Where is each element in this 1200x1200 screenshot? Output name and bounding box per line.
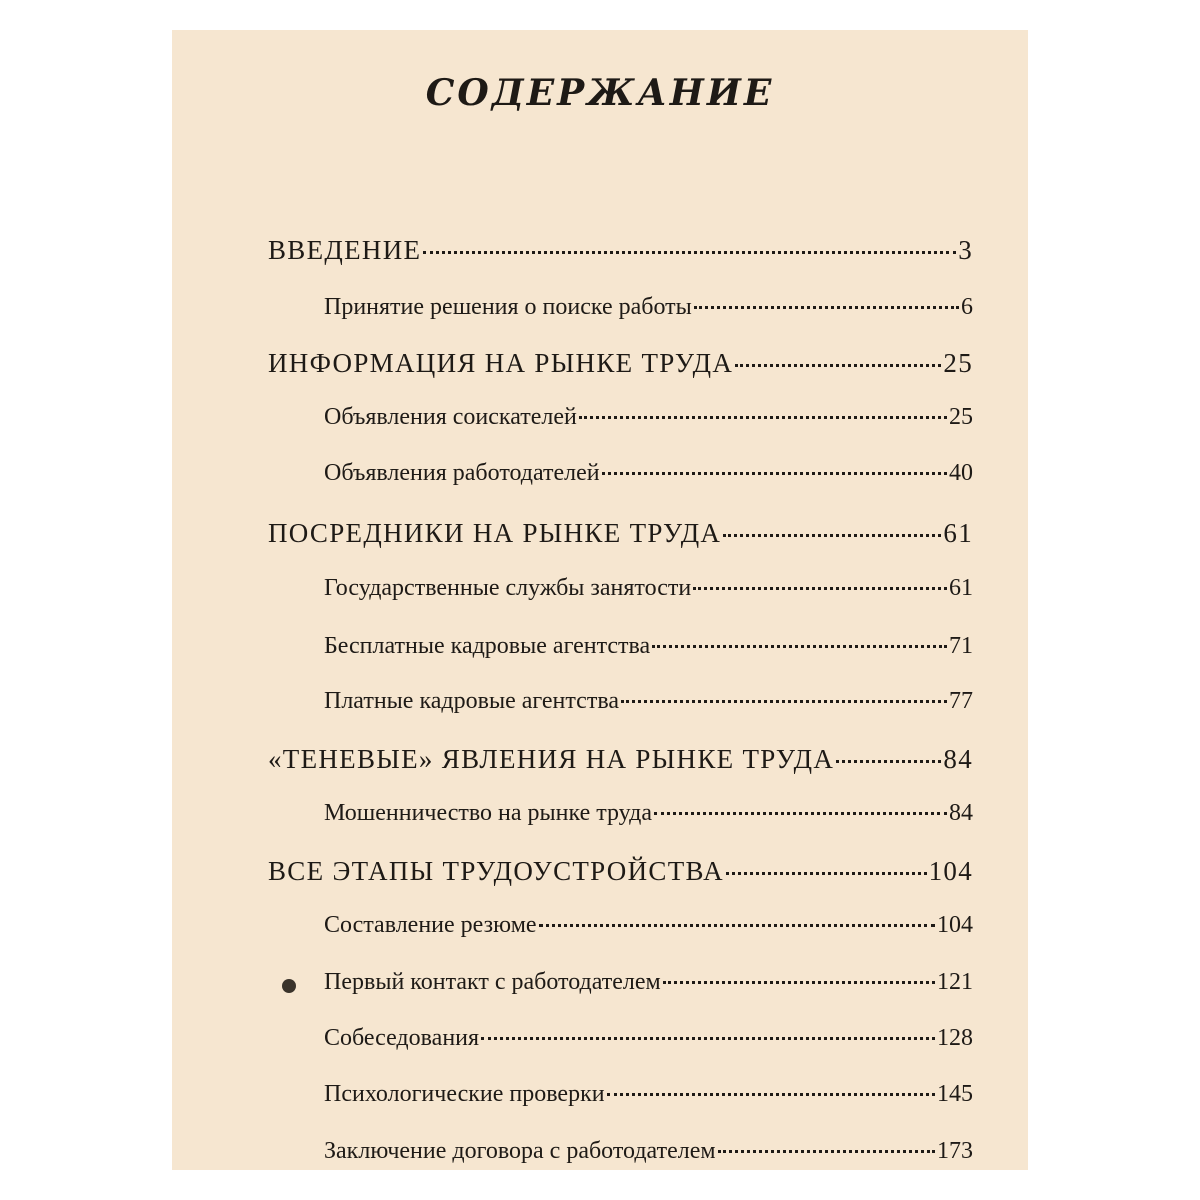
toc-entry bbox=[268, 348, 973, 379]
toc-entry-page-number: 6 bbox=[961, 294, 973, 320]
toc-entry-title: Государственные службы занятости bbox=[324, 575, 692, 601]
dot-leader bbox=[694, 306, 959, 309]
book-page bbox=[172, 30, 1028, 1170]
toc-entry-page-number: 121 bbox=[937, 969, 973, 995]
table-of-contents bbox=[172, 30, 1028, 1170]
dot-leader bbox=[723, 534, 941, 537]
dot-leader bbox=[836, 760, 941, 763]
dot-leader bbox=[423, 251, 956, 254]
dot-leader bbox=[481, 1037, 935, 1040]
dot-leader bbox=[652, 645, 947, 648]
ink-dot bbox=[282, 979, 296, 993]
toc-entry-title: Бесплатные кадровые агентства bbox=[324, 633, 651, 659]
toc-entry bbox=[324, 404, 973, 431]
toc-entry bbox=[324, 1138, 973, 1165]
toc-entry bbox=[324, 294, 973, 321]
toc-entry-page-number: 25 bbox=[943, 348, 973, 378]
toc-entry-title: Психологические проверки bbox=[324, 1081, 605, 1107]
dot-leader bbox=[602, 472, 947, 475]
toc-entry-title: Заключение договора с работодателем bbox=[324, 1138, 716, 1164]
toc-entry-page-number: 40 bbox=[949, 460, 973, 486]
toc-entry bbox=[324, 800, 973, 827]
toc-entry-title: Объявления соискателей bbox=[324, 404, 577, 430]
toc-entry-page-number: 71 bbox=[949, 633, 973, 659]
toc-entry-title: ПОСРЕДНИКИ НА РЫНКЕ ТРУДА bbox=[268, 518, 722, 548]
toc-entry-page-number: 128 bbox=[937, 1025, 973, 1051]
toc-entry-title: Платные кадровые агентства bbox=[324, 688, 619, 714]
toc-entry bbox=[324, 912, 973, 939]
dot-leader bbox=[726, 872, 927, 875]
toc-entry-page-number: 145 bbox=[937, 1081, 973, 1107]
toc-entry bbox=[324, 1081, 973, 1108]
toc-entry-page-number: 84 bbox=[943, 744, 973, 774]
toc-entry-title: Объявления работодателей bbox=[324, 460, 600, 486]
toc-entry-page-number: 84 bbox=[949, 800, 973, 826]
toc-entry bbox=[268, 856, 973, 887]
toc-entry-page-number: 3 bbox=[958, 235, 973, 265]
dot-leader bbox=[663, 981, 935, 984]
toc-entry-title: Составление резюме bbox=[324, 912, 537, 938]
dot-leader bbox=[718, 1150, 935, 1153]
toc-entry-page-number: 173 bbox=[937, 1138, 973, 1164]
toc-entry-title: Принятие решения о поиске работы bbox=[324, 294, 692, 320]
toc-entry bbox=[324, 633, 973, 660]
toc-entry bbox=[324, 1025, 973, 1052]
toc-entry-title: Собеседования bbox=[324, 1025, 480, 1051]
dot-leader bbox=[579, 416, 947, 419]
contents-heading: СОДЕРЖАНИЕ bbox=[425, 72, 775, 114]
toc-entry bbox=[324, 969, 973, 996]
dot-leader bbox=[539, 924, 935, 927]
dot-leader bbox=[693, 587, 947, 590]
toc-entry-page-number: 61 bbox=[949, 575, 973, 601]
toc-entry-title: Первый контакт с работодателем bbox=[324, 969, 661, 995]
dot-leader bbox=[621, 700, 947, 703]
toc-entry bbox=[324, 688, 973, 715]
toc-entry-title: «ТЕНЕВЫЕ» ЯВЛЕНИЯ НА РЫНКЕ ТРУДА bbox=[268, 744, 835, 774]
toc-entry bbox=[324, 575, 973, 602]
dot-leader bbox=[654, 812, 947, 815]
dot-leader bbox=[735, 364, 941, 367]
toc-entry-title: ИНФОРМАЦИЯ НА РЫНКЕ ТРУДА bbox=[268, 348, 734, 378]
toc-entry bbox=[268, 235, 973, 266]
dot-leader bbox=[607, 1093, 935, 1096]
toc-entry-title: Мошенничество на рынке труда bbox=[324, 800, 653, 826]
toc-entry bbox=[268, 518, 973, 549]
toc-entry-title: ВСЕ ЭТАПЫ ТРУДОУСТРОЙСТВА bbox=[268, 856, 724, 886]
toc-entry bbox=[324, 460, 973, 487]
toc-entry-page-number: 61 bbox=[943, 518, 973, 548]
toc-entry-page-number: 104 bbox=[937, 912, 973, 938]
toc-entry bbox=[268, 744, 973, 775]
toc-entry-page-number: 77 bbox=[949, 688, 973, 714]
toc-entry-page-number: 25 bbox=[949, 404, 973, 430]
toc-entry-page-number: 104 bbox=[928, 856, 973, 886]
toc-entry-title: ВВЕДЕНИЕ bbox=[268, 235, 422, 265]
